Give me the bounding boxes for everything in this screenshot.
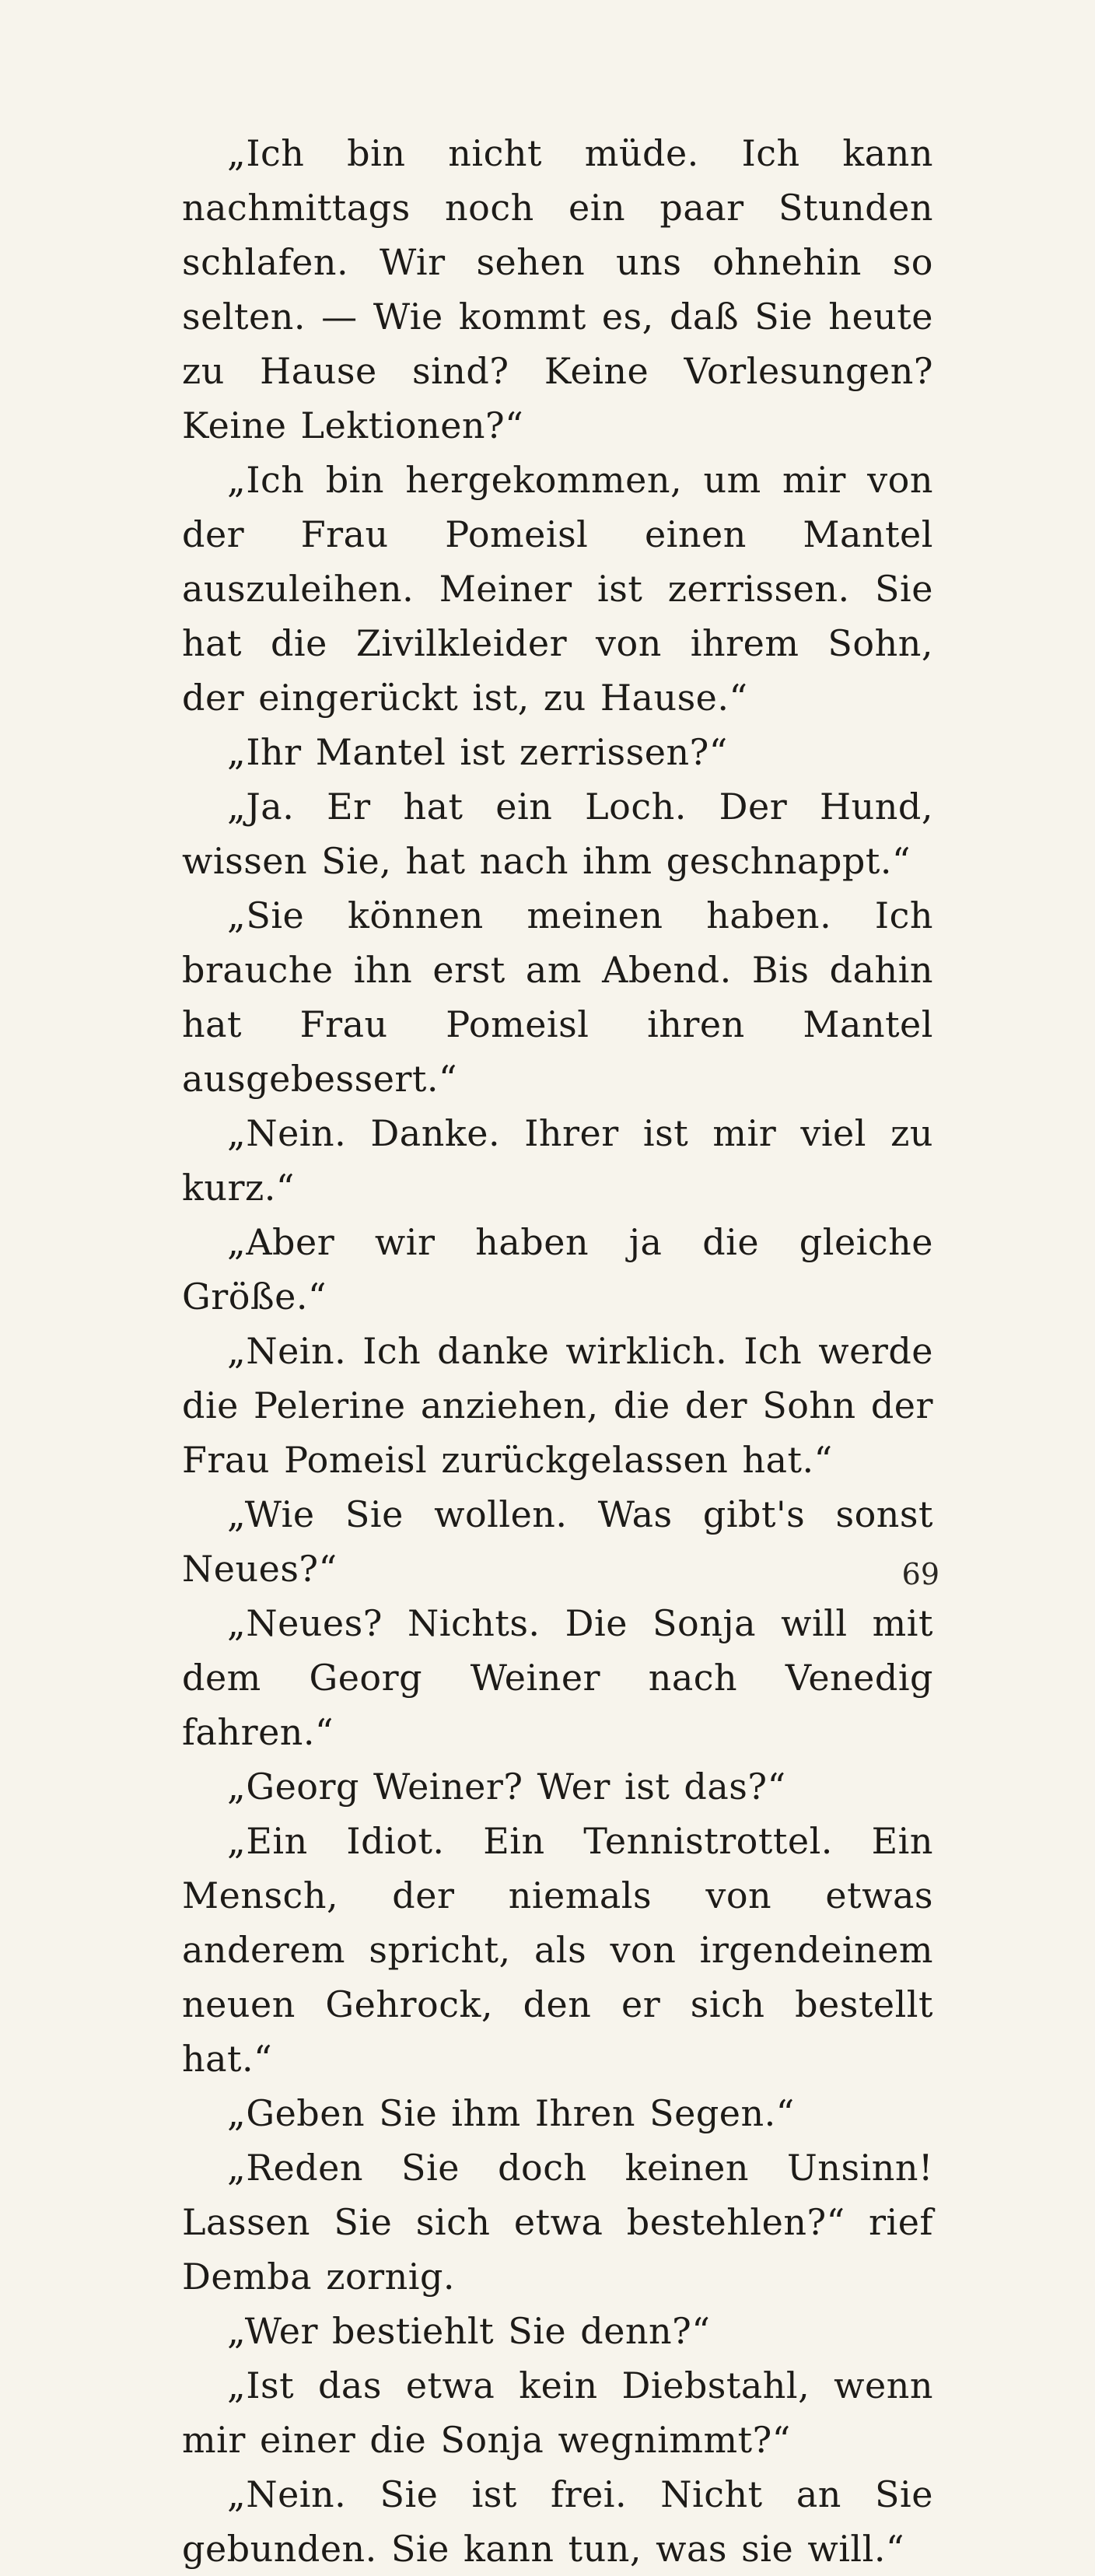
paragraph: „Ihr Mantel ist zerrissen?“	[227, 731, 728, 773]
paragraph: „Nein. Danke. Ihrer ist mir viel zu kurz.“	[182, 1112, 933, 1209]
paragraph: „Geben Sie ihm Ihren Segen.“	[227, 2092, 795, 2134]
paragraph: „Reden Sie doch keinen Unsinn! Lassen Sie sich etwa bestehlen?“ rief Demba zornig.	[182, 2147, 933, 2298]
paragraph: „Ich bin nicht müde. Ich kann nachmittags noch ein paar Stunden schlafen. Wir sehen uns ohnehin so selten. — Wie kommt es, daß Sie heute zu Hause sind? Keine Vorlesungen? Keine Lektionen?“	[182, 132, 933, 446]
body-text	[182, 126, 933, 2576]
paragraph: „Wer bestiehlt Sie denn?“	[227, 2310, 711, 2352]
paragraph: „Sie können meinen haben. Ich brauche ihn erst am Abend. Bis dahin hat Frau Pomeisl ihren Mantel ausgebessert.“	[182, 894, 933, 1100]
paragraph: „Aber wir haben ja die gleiche Größe.“	[182, 1221, 933, 1318]
paragraph: „Neues? Nichts. Die Sonja will mit dem Georg Weiner nach Venedig fahren.“	[182, 1602, 933, 1753]
paragraph: „Georg Weiner? Wer ist das?“	[227, 1766, 786, 1808]
paragraph: „Ja. Er hat ein Loch. Der Hund, wissen Sie, hat nach ihm geschnappt.“	[182, 786, 933, 882]
paragraph: „Nein. Ich danke wirklich. Ich werde die Pelerine anziehen, die der Sohn der Frau Pomeisl zurückgelassen hat.“	[182, 1330, 933, 1481]
paragraph: „Ich bin hergekommen, um mir von der Frau Pomeisl einen Mantel auszuleihen. Meiner ist zerrissen. Sie hat die Zivilkleider von ihrem Sohn, der eingerückt ist, zu Hause.“	[182, 459, 933, 719]
page-number: 69	[901, 1557, 939, 1591]
paragraph: „Nein. Sie ist frei. Nicht an Sie gebunden. Sie kann tun, was sie will.“	[182, 2473, 933, 2570]
paragraph: „Ein Idiot. Ein Tennistrottel. Ein Mensch, der niemals von etwas anderem spricht, als von irgendeinem neuen Gehrock, den er sich bestellt hat.“	[182, 1820, 933, 2080]
paragraph: „Ist das etwa kein Diebstahl, wenn mir einer die Sonja wegnimmt?“	[182, 2364, 933, 2461]
paragraph: „Wie Sie wollen. Was gibt's sonst Neues?“	[182, 1493, 933, 1590]
